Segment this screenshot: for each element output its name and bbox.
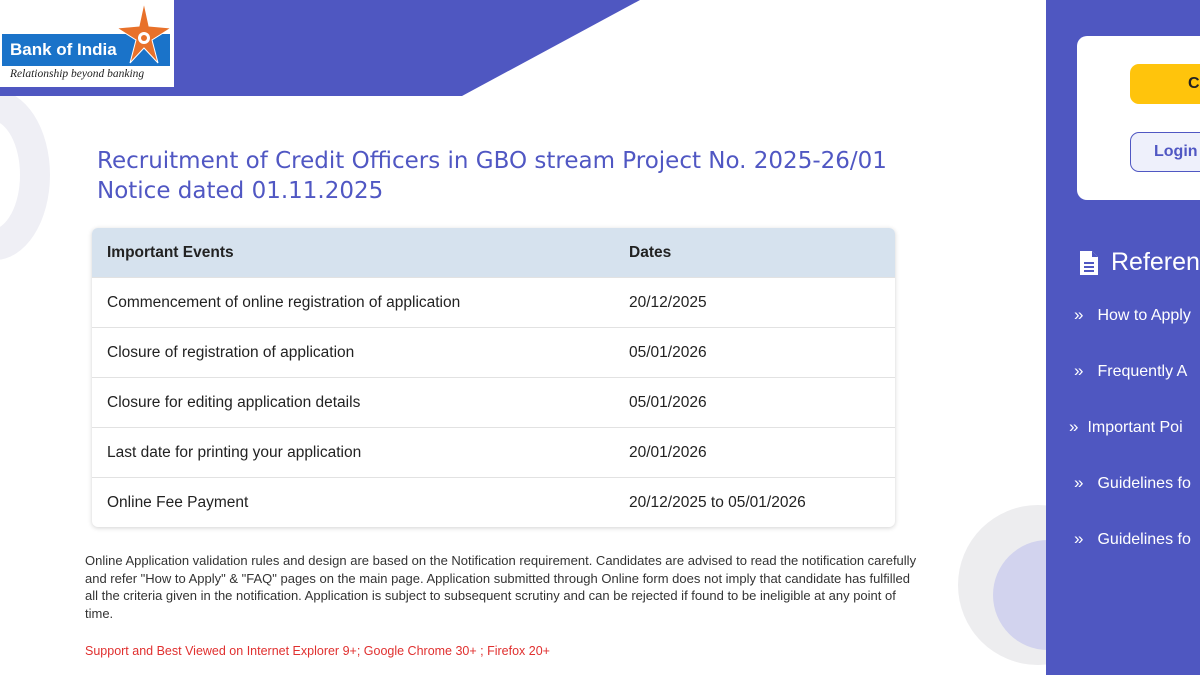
- reference-link-how-to-apply[interactable]: [1074, 305, 1191, 361]
- header-dates: Dates: [629, 243, 672, 261]
- table-header: [92, 228, 895, 277]
- double-chevron-right-icon: »: [1074, 305, 1084, 324]
- reference-link-label: Frequently A: [1097, 363, 1188, 380]
- reference-link-faq[interactable]: [1074, 361, 1191, 417]
- table-row: [92, 477, 895, 527]
- important-events-table: [92, 228, 895, 527]
- reference-link-important-points[interactable]: [1069, 417, 1191, 473]
- event-name: Last date for printing your application: [107, 443, 362, 461]
- login-button[interactable]: Login: [1130, 132, 1200, 172]
- action-card: [1077, 36, 1200, 200]
- event-name: Closure for editing application details: [107, 393, 361, 411]
- event-date: 20/12/2025 to 05/01/2026: [629, 493, 806, 511]
- table-row: [92, 377, 895, 427]
- reference-link-guidelines-1[interactable]: [1074, 473, 1191, 529]
- reference-link-label: How to Apply: [1097, 307, 1191, 324]
- event-name: Commencement of online registration of application: [107, 293, 461, 311]
- double-chevron-right-icon: »: [1074, 473, 1084, 492]
- table-row: [92, 327, 895, 377]
- reference-links: [1069, 305, 1191, 585]
- event-date: 05/01/2026: [629, 393, 707, 411]
- document-icon: [1078, 250, 1100, 276]
- table-row: [92, 277, 895, 327]
- primary-action-button[interactable]: C: [1130, 64, 1200, 104]
- reference-heading: [1078, 248, 1200, 277]
- event-date: 05/01/2026: [629, 343, 707, 361]
- reference-link-guidelines-2[interactable]: [1074, 529, 1191, 585]
- double-chevron-right-icon: »: [1074, 529, 1084, 548]
- browser-support-note: Support and Best Viewed on Internet Explorer 9+; Google Chrome 30+ ; Firefox 20+: [85, 644, 550, 658]
- event-name: Online Fee Payment: [107, 493, 249, 511]
- reference-link-label: Important Poi: [1087, 419, 1183, 436]
- logo-tagline: Relationship beyond banking: [10, 68, 145, 80]
- event-name: Closure of registration of application: [107, 343, 355, 361]
- event-date: 20/12/2025: [629, 293, 707, 311]
- event-date: 20/01/2026: [629, 443, 707, 461]
- table-row: [92, 427, 895, 477]
- disclaimer-note: Online Application validation rules and design are based on the Notification requirement. Candidates are advised to read the notification carefully and refer "How to Apply" & "FAQ" pages on the main page. Application submitted through Online form does not imply that candidate has fulfilled all the criteria given in the notification. Application is subject to subsequent scrutiny and can be rejected if found to be ineligible at any point of time.: [85, 553, 917, 621]
- bank-logo[interactable]: [0, 0, 174, 87]
- sidebar: [1046, 0, 1200, 675]
- reference-heading-text: Referen: [1111, 248, 1200, 276]
- header-events: Important Events: [107, 243, 234, 261]
- star-icon: [116, 2, 172, 64]
- logo-name: Bank of India: [10, 40, 117, 59]
- page-title: Recruitment of Credit Officers in GBO stream Project No. 2025-26/01 Notice dated 01.11.2025: [97, 148, 887, 204]
- reference-link-label: Guidelines fo: [1097, 531, 1191, 548]
- reference-link-label: Guidelines fo: [1097, 475, 1191, 492]
- double-chevron-right-icon: »: [1074, 361, 1084, 380]
- double-chevron-right-icon: »: [1069, 417, 1079, 436]
